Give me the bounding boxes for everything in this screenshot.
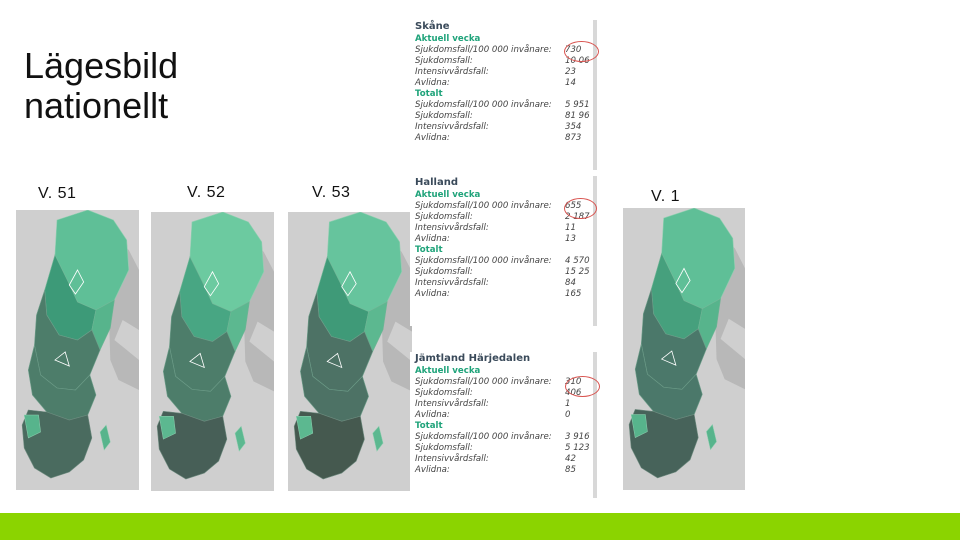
panel-total-row [410,465,597,476]
row-label: Sjukdomsfall: [415,111,473,121]
row-label: Intensivvårdsfall: [415,399,489,409]
panel-total-row [410,278,597,289]
row-value: 165 [565,289,582,299]
panel-region-title: Skåne [415,21,450,32]
week-label-51: V. 51 [38,185,77,202]
row-label: Sjukdomsfall: [415,443,473,453]
panel-total-row [410,432,597,443]
panel-total-row [410,289,597,300]
row-label: Intensivvårdsfall: [415,122,489,132]
row-value: 730 [565,45,582,55]
panel-current-row [410,223,597,234]
row-label: Sjukdomsfall: [415,56,473,66]
row-label: Intensivvårdsfall: [415,67,489,77]
map-svg [288,212,412,491]
panel-current-row [410,78,597,89]
highlight-circle-halland [564,198,597,219]
row-value: 5 123 [565,443,590,453]
row-value: 11 [565,223,576,233]
panel-total-row [410,133,597,144]
row-value: 1 [565,399,571,409]
info-panel-halland [410,176,597,326]
row-value: 81 96 [565,111,590,121]
row-label: Sjukdomsfall/100 000 invånare: [415,100,552,110]
panel-total-label: Totalt [415,245,443,255]
row-label: Sjukdomsfall: [415,388,473,398]
slide-title-line2: nationellt [24,85,169,126]
slide-title-line1: Lägesbild [24,45,179,86]
info-panel-jamtland [410,352,597,498]
week-label-52: V. 52 [187,184,226,201]
panel-scrollbar[interactable] [593,20,597,170]
week-label-53: V. 53 [312,184,351,201]
row-label: Sjukdomsfall/100 000 invånare: [415,432,552,442]
panel-scrollbar[interactable] [593,352,597,498]
row-label: Avlidna: [415,234,450,244]
row-label: Avlidna: [415,289,450,299]
highlight-circle-jamtland [565,376,600,397]
row-label: Sjukdomsfall/100 000 invånare: [415,377,552,387]
panel-current-week-label: Aktuell vecka [415,34,481,44]
row-label: Sjukdomsfall/100 000 invånare: [415,201,552,211]
panel-total-row [410,256,597,267]
slide-title [24,46,178,126]
week-label-1: V. 1 [651,188,680,205]
sweden-map-week-53 [288,212,412,491]
row-value: 406 [565,388,582,398]
row-label: Sjukdomsfall: [415,212,473,222]
panel-current-row [410,67,597,78]
row-label: Avlidna: [415,78,450,88]
row-value: 85 [565,465,576,475]
panel-current-row [410,399,597,410]
row-value: 13 [565,234,576,244]
row-value: 10 06 [565,56,590,66]
row-value: 14 [565,78,576,88]
panel-current-row [410,234,597,245]
panel-region-title: Jämtland Härjedalen [415,353,531,364]
row-value: 0 [565,410,571,420]
row-value: 23 [565,67,576,77]
map-svg [623,208,745,490]
map-svg [151,212,274,491]
map-svg [16,210,139,490]
row-value: 655 [565,201,582,211]
row-label: Intensivvårdsfall: [415,278,489,288]
highlight-circle-skane [564,41,599,62]
row-label: Avlidna: [415,410,450,420]
panel-current-week-label: Aktuell vecka [415,366,481,376]
sweden-map-week-51 [16,210,139,490]
info-panel-skane [410,20,597,170]
row-value: 84 [565,278,576,288]
row-value: 310 [565,377,582,387]
panel-total-row [410,111,597,122]
panel-total-row [410,454,597,465]
row-value: 5 951 [565,100,590,110]
row-label: Avlidna: [415,133,450,143]
panel-total-row [410,122,597,133]
row-label: Sjukdomsfall: [415,267,473,277]
row-label: Intensivvårdsfall: [415,223,489,233]
row-value: 2 187 [565,212,590,222]
panel-total-label: Totalt [415,89,443,99]
row-value: 3 916 [565,432,590,442]
panel-current-week-label: Aktuell vecka [415,190,481,200]
accent-bar [0,513,960,540]
row-value: 873 [565,133,582,143]
row-label: Avlidna: [415,465,450,475]
row-label: Sjukdomsfall/100 000 invånare: [415,45,552,55]
panel-total-row [410,100,597,111]
row-value: 4 570 [565,256,590,266]
panel-total-label: Totalt [415,421,443,431]
panel-current-row [410,410,597,421]
row-value: 42 [565,454,576,464]
sweden-map-week-52 [151,212,274,491]
row-label: Intensivvårdsfall: [415,454,489,464]
sweden-map-week-1 [623,208,745,490]
panel-region-title: Halland [415,177,458,188]
panel-total-row [410,267,597,278]
panel-scrollbar[interactable] [593,176,597,326]
row-label: Sjukdomsfall/100 000 invånare: [415,256,552,266]
row-value: 15 25 [565,267,590,277]
panel-total-row [410,443,597,454]
row-value: 354 [565,122,582,132]
